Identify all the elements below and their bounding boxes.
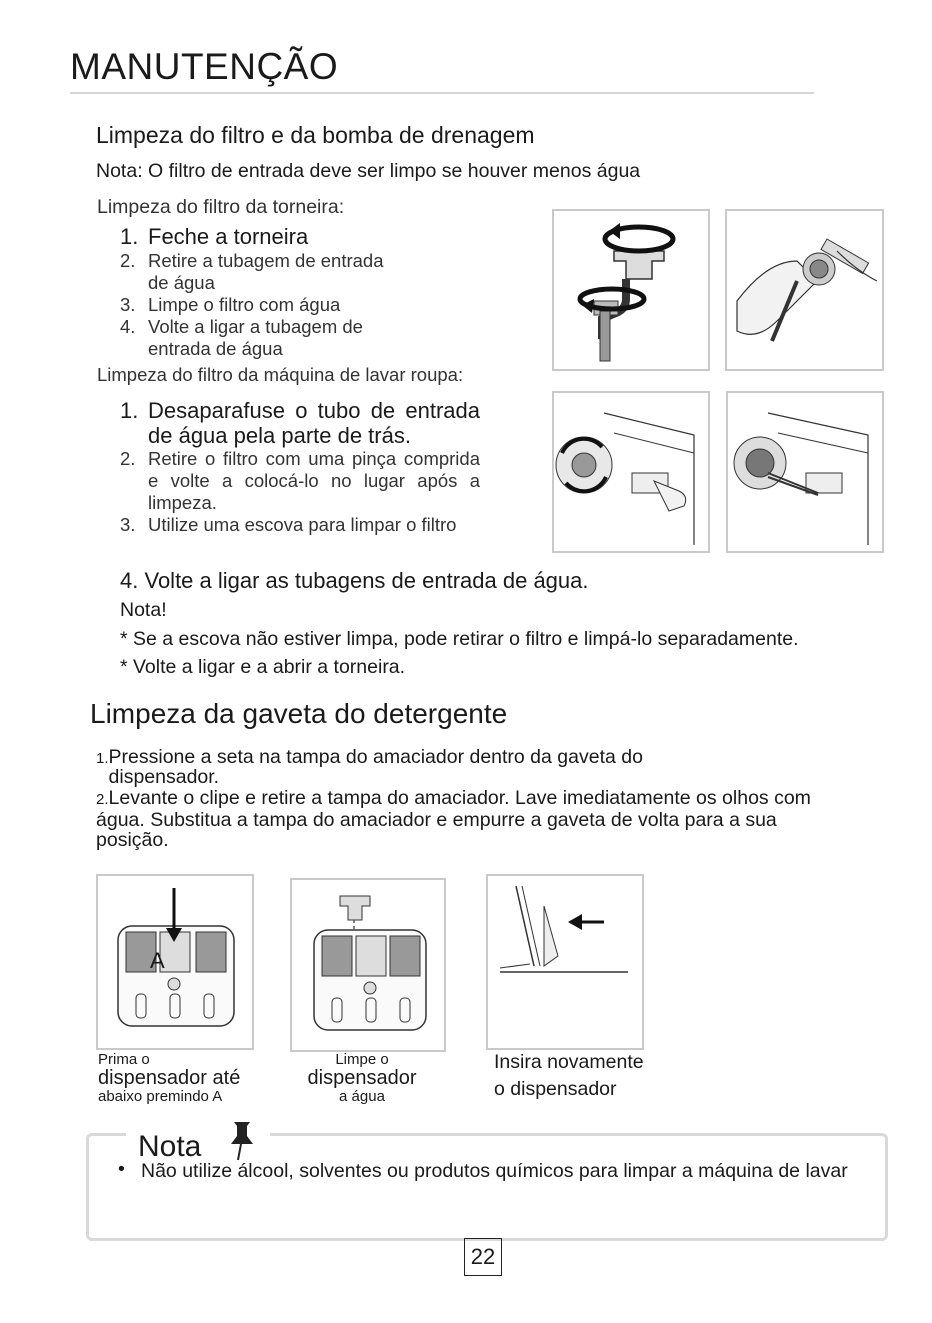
detergent-section-heading: Limpeza da gaveta do detergente <box>90 698 508 729</box>
caption-line: Prima o <box>98 1051 150 1068</box>
step-text: Limpe o filtro com água <box>148 294 341 315</box>
tap-step-3 <box>96 294 456 316</box>
title-divider <box>70 92 814 94</box>
caption-line: o dispensador <box>494 1078 617 1100</box>
step-text: Pressione a seta na tampa do amaciador dentro da gaveta do dispensador. <box>108 746 643 788</box>
caption-line: dispensador <box>307 1067 417 1089</box>
caption-rinse <box>292 1051 432 1105</box>
step-number: 2. <box>120 250 136 271</box>
tap-filter-heading: Limpeza do filtro da torneira: <box>97 196 345 218</box>
step-number: 2. <box>120 448 136 469</box>
caption-insert <box>494 1049 644 1103</box>
press-dispenser-illustration <box>96 874 254 1050</box>
filter-section-heading: Limpeza do filtro e da bomba de drenagem <box>96 122 535 148</box>
insert-dispenser-illustration <box>486 874 644 1050</box>
step-number: 2. <box>96 791 109 808</box>
note-line-2: * Volte a ligar e a abrir a torneira. <box>120 656 406 678</box>
brush-filter-illustration <box>725 209 884 371</box>
step-text: Utilize uma escova para limpar o filtro <box>148 514 457 535</box>
tap-step-4 <box>96 316 378 360</box>
step-text: Volte a ligar a tubagem de entrada de água <box>148 316 363 359</box>
detergent-step-1 <box>96 747 776 787</box>
caption-line: dispensador até <box>98 1067 241 1089</box>
step-text: Levante o clipe e retire a tampa do amaciador. Lave imediatamente os olhos com água. Substitua a tampa do amaciador e empurre a gaveta de volta para a sua posição. <box>96 787 811 851</box>
step-number: 1. <box>120 398 139 423</box>
unscrew-hose-illustration <box>552 391 710 553</box>
caption-line: a água <box>339 1088 385 1105</box>
caption-line: abaixo premindo A <box>98 1088 223 1105</box>
tap-filter-illustration <box>552 209 710 371</box>
step-text: Retire o filtro com uma pinça comprida e volte a colocá-lo no lugar após a limpeza. <box>148 448 480 513</box>
step-number: 4. <box>120 316 136 337</box>
step-number: 1. <box>96 750 109 767</box>
machine-filter-heading: Limpeza do filtro da máquina de lavar roupa: <box>97 364 464 385</box>
machine-step-3 <box>96 514 608 536</box>
caption-press <box>98 1051 240 1105</box>
tap-step-1 <box>96 224 456 250</box>
caption-line: Limpe o <box>335 1051 389 1068</box>
machine-step-1 <box>96 398 480 448</box>
machine-step-4 <box>120 568 589 594</box>
step-text: Feche a torneira <box>148 224 309 249</box>
rinse-dispenser-illustration <box>290 878 446 1052</box>
note-bullet: • <box>118 1158 125 1180</box>
note-text: Não utilize álcool, solventes ou produtos químicos para limpar a máquina de lavar <box>141 1160 848 1182</box>
step-text: Desaparafuse o tubo de entrada de água pela parte de trás. <box>148 398 480 448</box>
machine-filter-steps <box>96 398 480 536</box>
caption-line: Insira novamente <box>494 1051 644 1073</box>
note-line-1: * Se a escova não estiver limpa, pode retirar o filtro e limpá-lo separadamente. <box>120 628 799 650</box>
tap-filter-steps <box>96 224 456 360</box>
tap-step-2 <box>96 250 408 294</box>
tweezers-filter-illustration <box>726 391 884 553</box>
detergent-step-2 <box>96 788 836 850</box>
step-number: 3. <box>120 514 136 535</box>
label-a: A <box>150 948 165 973</box>
nota-label: Nota! <box>120 599 167 621</box>
page-number: 22 <box>464 1238 502 1276</box>
page-title: MANUTENÇÃO <box>70 46 339 87</box>
step-number: 4. <box>120 568 139 593</box>
machine-step-2 <box>96 448 480 514</box>
step-text: Volte a ligar as tubagens de entrada de água. <box>144 568 589 593</box>
filter-note: Nota: O filtro de entrada deve ser limpo se houver menos água <box>96 160 641 182</box>
note-title: Nota <box>138 1130 202 1163</box>
step-number: 1. <box>120 224 139 249</box>
step-number: 3. <box>120 294 136 315</box>
step-text: Retire a tubagem de entrada de água <box>148 250 384 293</box>
